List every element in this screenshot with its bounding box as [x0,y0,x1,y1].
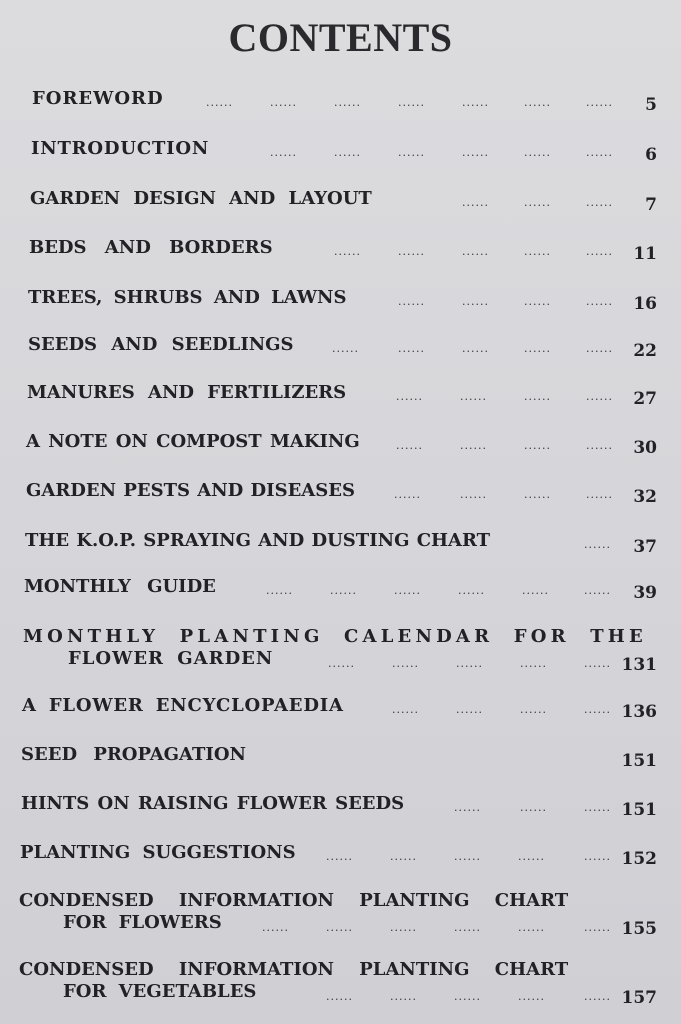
toc-page-number: 151 [621,800,657,820]
toc-entry-manures-fertilizers[interactable] [0,382,681,412]
toc-entry-monthly-guide[interactable] [0,576,681,606]
toc-page-number: 136 [621,702,657,722]
dot-leader: ...... [462,146,489,159]
dot-leader: ...... [206,96,233,109]
toc-entry-label-continued: FOR VEGETABLES [63,981,257,1002]
dot-leader: ...... [390,990,417,1003]
toc-entry-garden-design[interactable] [0,188,681,218]
toc-entry-foreword[interactable] [0,88,681,118]
toc-entry-label: A FLOWER ENCYCLOPAEDIA [22,695,344,716]
toc-page-number: 152 [621,849,657,869]
toc-entry-introduction[interactable] [0,138,681,168]
toc-entry-beds-borders[interactable] [0,237,681,267]
toc-page-number: 6 [645,145,657,165]
dot-leader: ...... [454,850,481,863]
toc-entry-seeds-seedlings[interactable] [0,334,681,364]
toc-entry-label-continued: FLOWER GARDEN [68,648,274,669]
toc-page-number: 22 [633,341,657,361]
toc-page-number: 5 [645,95,657,115]
toc-entry-spraying-chart[interactable] [0,530,681,560]
dot-leader: ...... [586,245,613,258]
toc-entry-label: BEDS AND BORDERS [29,237,273,258]
toc-entry-planting-calendar[interactable] [0,626,681,680]
dot-leader: ...... [524,295,551,308]
dot-leader: ...... [458,584,485,597]
toc-entry-hints-raising-seeds[interactable] [0,793,681,823]
dot-leader: ...... [390,921,417,934]
dot-leader: ...... [586,342,613,355]
dot-leader: ...... [520,703,547,716]
dot-leader: ...... [398,295,425,308]
toc-entry-label: THE K.O.P. SPRAYING AND DUSTING CHART [25,530,491,551]
dot-leader: ...... [394,488,421,501]
dot-leader: ...... [398,342,425,355]
dot-leader: ...... [456,657,483,670]
dot-leader: ...... [398,146,425,159]
dot-leader: ...... [518,990,545,1003]
toc-page-number: 32 [633,487,657,507]
dot-leader: ...... [520,801,547,814]
dot-leader: ...... [460,439,487,452]
toc-entry-label: CONDENSED INFORMATION PLANTING CHART [19,890,569,911]
dot-leader: ...... [462,295,489,308]
dot-leader: ...... [518,850,545,863]
dot-leader: ...... [334,146,361,159]
dot-leader: ...... [524,488,551,501]
dot-leader: ...... [454,990,481,1003]
dot-leader: ...... [326,990,353,1003]
toc-entry-label: MONTHLY PLANTING CALENDAR FOR THE [23,626,647,647]
dot-leader: ...... [522,584,549,597]
toc-entry-label: HINTS ON RAISING FLOWER SEEDS [21,793,405,814]
dot-leader: ...... [326,850,353,863]
dot-leader: ...... [518,921,545,934]
dot-leader: ...... [460,390,487,403]
dot-leader: ...... [586,96,613,109]
toc-entry-label: GARDEN DESIGN AND LAYOUT [30,188,372,209]
dot-leader: ...... [524,196,551,209]
toc-entry-label: FOREWORD [32,88,164,109]
dot-leader: ...... [584,538,611,551]
toc-page-number: 27 [633,389,657,409]
toc-entry-label: A NOTE ON COMPOST MAKING [26,431,360,452]
dot-leader: ...... [390,850,417,863]
dot-leader: ...... [454,801,481,814]
dot-leader: ...... [462,196,489,209]
dot-leader: ...... [456,703,483,716]
dot-leader: ...... [328,657,355,670]
dot-leader: ...... [270,146,297,159]
toc-entry-planting-suggestions[interactable] [0,842,681,872]
toc-entry-flower-encyclopaedia[interactable] [0,695,681,725]
toc-entry-compost-making[interactable] [0,431,681,461]
dot-leader: ...... [330,584,357,597]
toc-page-number: 157 [621,988,657,1008]
dot-leader: ...... [524,390,551,403]
toc-page-number: 16 [633,294,657,314]
dot-leader: ...... [524,342,551,355]
toc-entry-label: SEED PROPAGATION [21,744,246,765]
dot-leader: ...... [462,342,489,355]
dot-leader: ...... [584,990,611,1003]
dot-leader: ...... [586,390,613,403]
dot-leader: ...... [462,96,489,109]
dot-leader: ...... [398,245,425,258]
dot-leader: ...... [586,196,613,209]
dot-leader: ...... [266,584,293,597]
toc-entry-label: TREES, SHRUBS AND LAWNS [28,287,347,308]
dot-leader: ...... [584,850,611,863]
dot-leader: ...... [396,439,423,452]
dot-leader: ...... [326,921,353,934]
dot-leader: ...... [262,921,289,934]
dot-leader: ...... [584,584,611,597]
dot-leader: ...... [396,390,423,403]
dot-leader: ...... [332,342,359,355]
dot-leader: ...... [392,703,419,716]
toc-entry-label: INTRODUCTION [31,138,210,159]
toc-entry-label: GARDEN PESTS AND DISEASES [26,480,355,501]
dot-leader: ...... [586,146,613,159]
page-title: CONTENTS [228,15,453,60]
dot-leader: ...... [334,96,361,109]
toc-entry-pests-diseases[interactable] [0,480,681,510]
toc-page-number: 155 [621,919,657,939]
toc-entry-label: SEEDS AND SEEDLINGS [28,334,294,355]
dot-leader: ...... [584,801,611,814]
toc-entry-planting-chart-vegetables[interactable] [0,959,681,1013]
dot-leader: ...... [394,584,421,597]
dot-leader: ...... [398,96,425,109]
dot-leader: ...... [270,96,297,109]
dot-leader: ...... [454,921,481,934]
dot-leader: ...... [334,245,361,258]
toc-entry-trees-shrubs-lawns[interactable] [0,287,681,317]
toc-page-number: 39 [633,583,657,603]
dot-leader: ...... [584,657,611,670]
dot-leader: ...... [462,245,489,258]
dot-leader: ...... [524,245,551,258]
toc-page-number: 7 [645,195,657,215]
dot-leader: ...... [392,657,419,670]
toc-entry-label: PLANTING SUGGESTIONS [20,842,296,863]
toc-entry-seed-propagation[interactable] [0,744,681,774]
dot-leader: ...... [586,439,613,452]
dot-leader: ...... [586,488,613,501]
dot-leader: ...... [460,488,487,501]
dot-leader: ...... [524,146,551,159]
dot-leader: ...... [520,657,547,670]
dot-leader: ...... [584,921,611,934]
dot-leader: ...... [586,295,613,308]
dot-leader: ...... [584,703,611,716]
toc-entry-label: MONTHLY GUIDE [24,576,216,597]
toc-entry-label: CONDENSED INFORMATION PLANTING CHART [19,959,569,980]
toc-entry-label-continued: FOR FLOWERS [63,912,222,933]
dot-leader: ...... [524,96,551,109]
toc-entry-label: MANURES AND FERTILIZERS [27,382,347,403]
toc-page-number: 37 [633,537,657,557]
toc-page-number: 11 [633,244,657,264]
toc-page-number: 131 [621,655,657,675]
dot-leader: ...... [524,439,551,452]
toc-page-number: 151 [621,751,657,771]
toc-entry-planting-chart-flowers[interactable] [0,890,681,944]
toc-page-number: 30 [633,438,657,458]
